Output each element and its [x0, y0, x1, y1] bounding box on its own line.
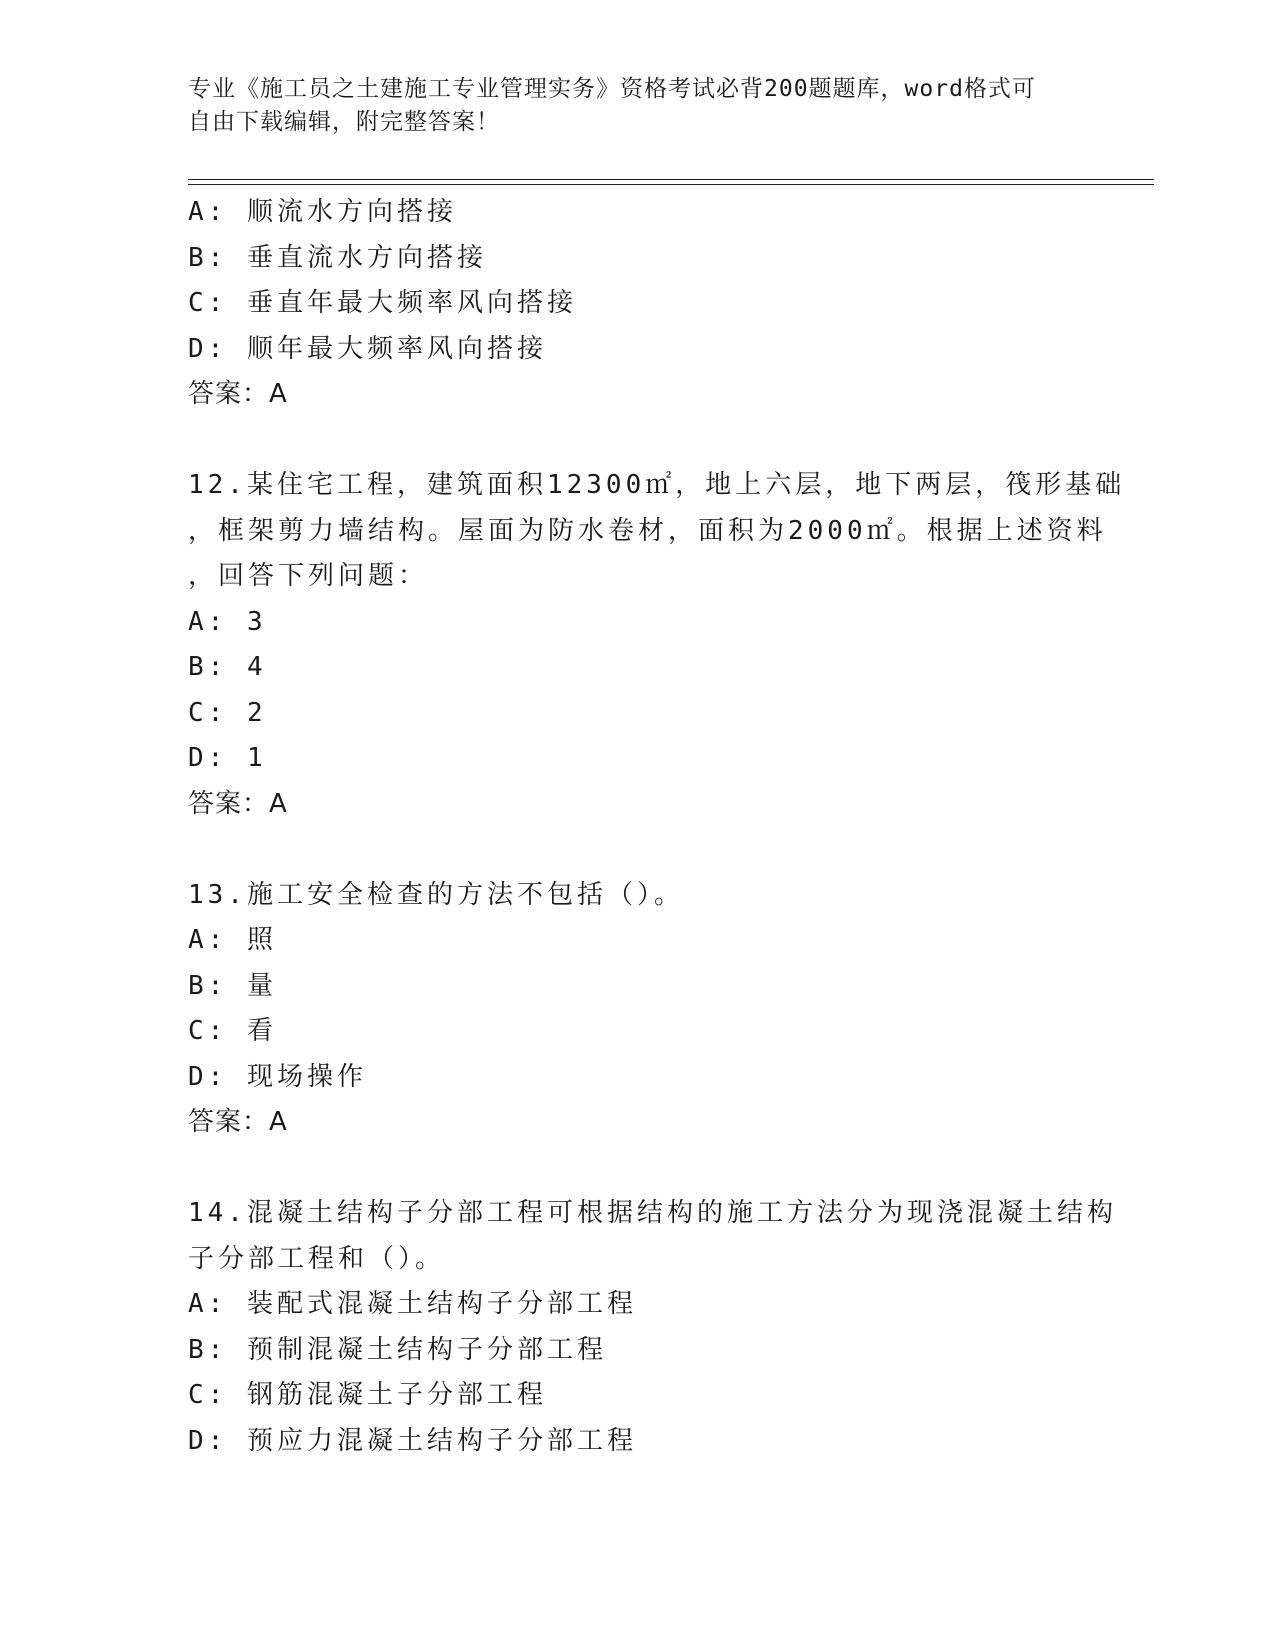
header-line-2: 自由下载编辑，附完整答案！: [188, 109, 500, 135]
spacer: [188, 827, 1108, 873]
option-b: B: 4: [188, 652, 267, 682]
option-b: B: 垂直流水方向搭接: [188, 242, 487, 273]
option-d: D: 预应力混凝土结构子分部工程: [188, 1425, 637, 1456]
option-d: D: 现场操作: [188, 1061, 367, 1092]
header-line-1: 专业《施工员之土建施工专业管理实务》资格考试必背200题题库，word格式可: [188, 76, 1036, 102]
option-d: D: 顺年最大频率风向搭接: [188, 333, 547, 364]
question-11-continued: [188, 190, 1108, 418]
spacer: [188, 418, 1108, 464]
question-14: [188, 1191, 1117, 1464]
answer: 答案：A: [188, 379, 288, 409]
header-divider-bottom: [188, 184, 1154, 185]
option-a: A: 3: [188, 606, 267, 637]
spacer: [188, 1146, 1108, 1192]
question-stem-line: 13.施工安全检查的方法不包括（）。: [188, 879, 684, 910]
option-c: C: 看: [188, 1016, 277, 1046]
document-body: [188, 190, 1126, 1464]
answer: 答案：A: [188, 788, 288, 819]
answer: 答案：A: [188, 1107, 288, 1137]
option-c: C: 垂直年最大频率风向搭接: [188, 288, 577, 318]
document-header: [188, 73, 1068, 139]
question-stem-line: ，框架剪力墙结构。屋面为防水卷材，面积为2000㎡。根据上述资料: [188, 515, 1107, 546]
option-d: D: 1: [188, 743, 267, 773]
option-a: A: 照: [188, 925, 277, 955]
option-b: B: 量: [188, 970, 277, 1001]
question-stem-line: 12.某住宅工程，建筑面积12300㎡，地上六层，地下两层，筏形基础: [188, 470, 1126, 500]
question-13: [188, 873, 1108, 1146]
question-12: [188, 463, 1126, 827]
header-divider-top: [188, 179, 1154, 180]
question-stem-line: 14.混凝土结构子分部工程可根据结构的施工方法分为现浇混凝土结构: [188, 1198, 1117, 1228]
question-stem-line: ，回答下列问题：: [188, 561, 429, 591]
option-c: C: 2: [188, 697, 267, 728]
option-a: A: 装配式混凝土结构子分部工程: [188, 1289, 637, 1319]
option-a: A: 顺流水方向搭接: [188, 197, 457, 227]
option-c: C: 钢筋混凝土子分部工程: [188, 1380, 547, 1410]
option-b: B: 预制混凝土结构子分部工程: [188, 1334, 607, 1365]
question-stem-line: 子分部工程和（）。: [188, 1243, 446, 1274]
